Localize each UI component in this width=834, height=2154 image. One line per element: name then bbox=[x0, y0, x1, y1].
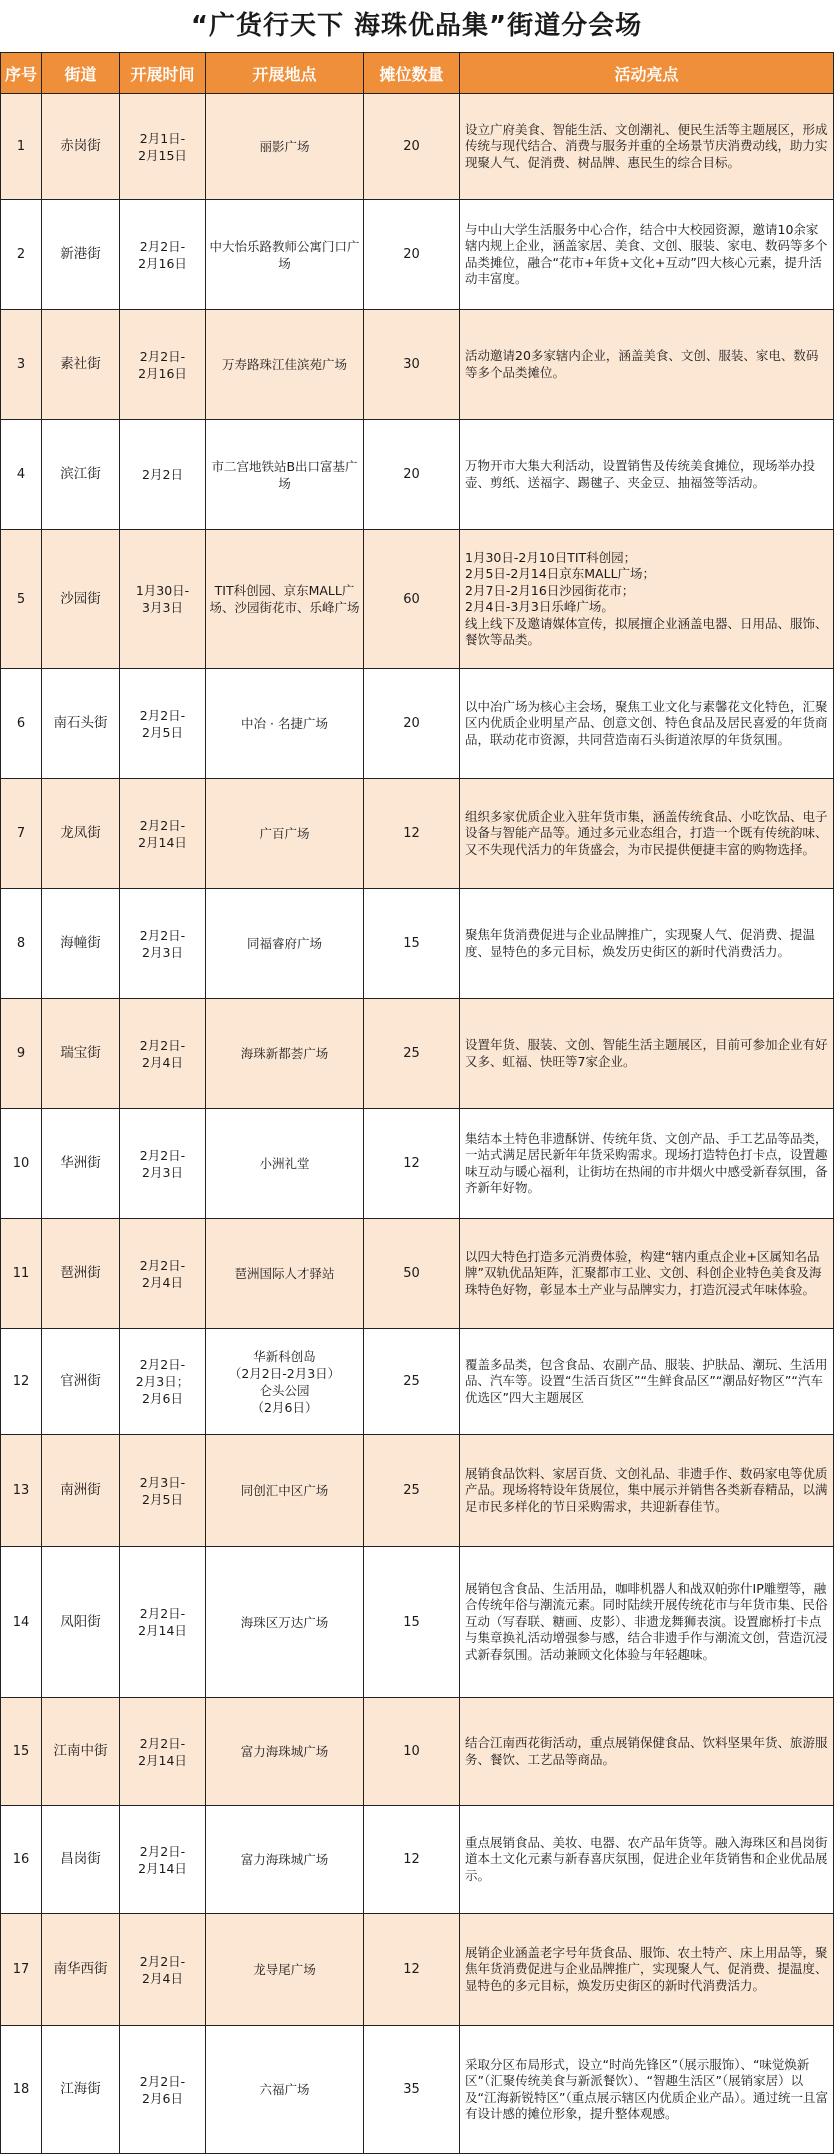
cell-booths bbox=[364, 420, 460, 530]
cell-booths bbox=[364, 1698, 460, 1806]
cell-highlights-text: 采取分区布局形式，设立“时尚先锋区”（展示服饰）、“味觉焕新区”（汇聚传统美食与新派餐饮）、“智趣生活区”（展销家居）以及“江海新锐特区”（重点展示辖区内优质企业产品）。通过统一且富有设计感的摊位形象，提升整体观感。 bbox=[465, 2056, 828, 2121]
cell-booths bbox=[364, 200, 460, 310]
cell-place bbox=[206, 1219, 364, 1329]
cell-time-text: 2月3日- 2月5日 bbox=[139, 1474, 186, 1507]
cell-street bbox=[42, 1109, 120, 1219]
cell-no bbox=[1, 1806, 42, 1914]
cell-booths bbox=[364, 1219, 460, 1329]
cell-no bbox=[1, 1219, 42, 1329]
table-row bbox=[1, 94, 834, 200]
cell-no-text: 6 bbox=[16, 716, 26, 731]
cell-place bbox=[206, 2026, 364, 2154]
cell-place-text: 龙导尾广场 bbox=[253, 1962, 316, 1977]
cell-street-text: 南石头街 bbox=[53, 715, 108, 731]
cell-no-text: 14 bbox=[12, 1614, 30, 1630]
cell-no bbox=[1, 530, 42, 669]
cell-booths-text: 25 bbox=[403, 1374, 420, 1389]
cell-no bbox=[1, 310, 42, 420]
cell-no bbox=[1, 1435, 42, 1547]
cell-no bbox=[1, 1914, 42, 2026]
cell-place bbox=[206, 200, 364, 310]
cell-no-text: 13 bbox=[12, 1483, 30, 1498]
cell-place bbox=[206, 779, 364, 889]
cell-highlights bbox=[460, 1806, 834, 1914]
cell-street-text: 南洲街 bbox=[60, 1482, 101, 1498]
table-body bbox=[1, 94, 834, 2154]
cell-place-text: 琶洲国际人才驿站 bbox=[234, 1266, 335, 1281]
cell-time bbox=[120, 310, 206, 420]
cell-place-text: 市二宫地铁站B出口富基广场 bbox=[211, 458, 358, 491]
cell-place-text: 富力海珠城广场 bbox=[240, 1852, 329, 1867]
cell-highlights bbox=[460, 94, 834, 200]
cell-place-text: 小洲礼堂 bbox=[259, 1156, 310, 1171]
cell-highlights bbox=[460, 200, 834, 310]
table-row bbox=[1, 779, 834, 889]
cell-highlights-text: 以四大特色打造多元消费体验，构建“辖内重点企业+区属知名品牌”双轨优品矩阵，汇聚都市工业、文创、科创企业特色美食及海珠特色好物，彰显本土产业与品牌实力，打造沉浸式年味体验。 bbox=[465, 1248, 822, 1297]
cell-no-text: 15 bbox=[12, 1744, 30, 1759]
page-title: “广货行天下 海珠优品集”街道分会场 bbox=[190, 11, 643, 41]
table-header-row bbox=[1, 53, 834, 94]
cell-booths bbox=[364, 779, 460, 889]
cell-booths bbox=[364, 1329, 460, 1435]
cell-street bbox=[42, 200, 120, 310]
cell-time-text: 2月2日- 2月6日 bbox=[139, 2073, 186, 2106]
cell-street-text: 龙凤街 bbox=[60, 825, 101, 841]
cell-time-text: 1月30日- 3月3日 bbox=[135, 583, 190, 615]
table-row bbox=[1, 420, 834, 530]
cell-time bbox=[120, 530, 206, 669]
cell-no-text: 10 bbox=[12, 1156, 30, 1171]
cell-highlights-text: 结合江南西花街活动，重点展销保健食品、饮料坚果年货、旅游服务、餐饮、工艺品等商品。 bbox=[465, 1735, 828, 1767]
cell-time-text: 2月2日- 2月3日； 2月6日 bbox=[135, 1357, 190, 1406]
cell-place bbox=[206, 1547, 364, 1698]
cell-no bbox=[1, 2026, 42, 2154]
cell-no-text: 5 bbox=[16, 591, 26, 607]
cell-time-text: 2月2日- 2月4日 bbox=[139, 1037, 186, 1070]
cell-booths bbox=[364, 94, 460, 200]
cell-time-text: 2月2日- 2月14日 bbox=[138, 1735, 187, 1768]
cell-highlights-text: 覆盖多品类，包含食品、农副产品、服装、护肤品、潮玩、生活用品、汽车等。设置“生活百货区”“生鲜食品区”“潮品好物区”“汽车优选区”四大主题展区 bbox=[465, 1356, 828, 1405]
cell-booths-text: 15 bbox=[403, 936, 420, 951]
cell-time-text: 2月2日- 2月3日 bbox=[139, 927, 186, 960]
table-row bbox=[1, 1219, 834, 1329]
cell-street bbox=[42, 1329, 120, 1435]
cell-no-text: 12 bbox=[12, 1374, 30, 1389]
header-highlights: 活动亮点 bbox=[460, 53, 834, 94]
cell-time bbox=[120, 200, 206, 310]
cell-place bbox=[206, 999, 364, 1109]
cell-booths bbox=[364, 1435, 460, 1547]
cell-highlights bbox=[460, 1329, 834, 1435]
cell-place bbox=[206, 420, 364, 530]
cell-booths-text: 50 bbox=[403, 1266, 420, 1281]
cell-no-text: 3 bbox=[16, 357, 26, 372]
cell-booths-text: 35 bbox=[403, 2082, 420, 2097]
cell-highlights bbox=[460, 999, 834, 1109]
cell-highlights-text: 组织多家优质企业入驻年货市集，涵盖传统食品、小吃饮品、电子设备与智能产品等。通过多元业态组合，打造一个既有传统韵味、又不失现代活力的年货盛会，为市民提供便捷丰富的购物选择。 bbox=[465, 808, 828, 857]
cell-booths-text: 20 bbox=[403, 139, 420, 154]
cell-highlights-text: 活动邀请20多家辖内企业，涵盖美食、文创、服装、家电、数码等多个品类摊位。 bbox=[465, 348, 819, 380]
cell-booths-text: 20 bbox=[403, 467, 420, 482]
cell-place-text: 中冶 · 名捷广场 bbox=[241, 716, 328, 731]
cell-booths-text: 12 bbox=[403, 1852, 420, 1867]
cell-booths-text: 10 bbox=[403, 1744, 420, 1759]
cell-no-text: 16 bbox=[12, 1852, 30, 1867]
cell-place-text: 六福广场 bbox=[259, 2082, 310, 2097]
table-row bbox=[1, 1547, 834, 1698]
cell-street bbox=[42, 1435, 120, 1547]
header-time: 开展时间 bbox=[120, 53, 206, 94]
cell-street-text: 新港街 bbox=[60, 246, 101, 262]
cell-no bbox=[1, 1698, 42, 1806]
cell-time bbox=[120, 1435, 206, 1547]
cell-highlights-text: 展销企业涵盖老字号年货食品、服饰、农土特产、床上用品等，聚焦年货消费促进与企业品牌推广，实现聚人气、促消费、提温度、显特色的多元目标，焕发历史街区的新时代消费活力。 bbox=[465, 1944, 828, 1993]
cell-booths-text: 12 bbox=[403, 1156, 420, 1171]
cell-highlights-text: 设置年货、服装、文创、智能生活主题展区，目前可参加企业有好又多、虹福、快旺等7家企业。 bbox=[465, 1037, 828, 1069]
cell-no-text: 1 bbox=[16, 139, 26, 154]
cell-booths-text: 30 bbox=[403, 357, 420, 372]
cell-time-text: 2月2日- 2月16日 bbox=[138, 238, 187, 271]
table-row bbox=[1, 310, 834, 420]
cell-highlights bbox=[460, 1109, 834, 1219]
cell-place-text: TIT科创园、京东MALL广场、沙园街花市、乐峰广场 bbox=[209, 583, 360, 615]
table-row bbox=[1, 1914, 834, 2026]
cell-street-text: 海幢街 bbox=[60, 935, 101, 951]
cell-place bbox=[206, 1329, 364, 1435]
cell-street bbox=[42, 889, 120, 999]
cell-street-text: 华洲街 bbox=[60, 1155, 101, 1171]
cell-time-text: 2月2日- 2月14日 bbox=[138, 1843, 187, 1876]
cell-street bbox=[42, 1219, 120, 1329]
cell-highlights bbox=[460, 1219, 834, 1329]
cell-street bbox=[42, 94, 120, 200]
cell-no bbox=[1, 200, 42, 310]
table-row bbox=[1, 1435, 834, 1547]
cell-booths bbox=[364, 1914, 460, 2026]
cell-time bbox=[120, 2026, 206, 2154]
cell-place-text: 海珠区万达广场 bbox=[240, 1614, 329, 1630]
cell-place bbox=[206, 1914, 364, 2026]
cell-time-text: 2月1日- 2月15日 bbox=[138, 130, 187, 163]
cell-street-text: 素社街 bbox=[60, 356, 101, 372]
cell-place-text: 万寿路珠江佳滨苑广场 bbox=[221, 357, 347, 372]
cell-booths bbox=[364, 310, 460, 420]
cell-time bbox=[120, 889, 206, 999]
cell-highlights-text: 设立广府美食、智能生活、文创潮礼、便民生活等主题展区，形成传统与现代结合、消费与服务并重的全场景节庆消费动线，助力实现聚人气、促消费、树品牌、惠民生的综合目标。 bbox=[465, 121, 828, 170]
table-row bbox=[1, 2026, 834, 2154]
table-row bbox=[1, 1806, 834, 1914]
cell-highlights-text: 以中冶广场为核心主会场，聚焦工业文化与素馨花文化特色，汇聚区内优质企业明星产品、创意文创、特色食品及居民喜爱的年货商品，联动花市资源，共同营造南石头街道浓厚的年货氛围。 bbox=[465, 698, 828, 747]
table-row bbox=[1, 1329, 834, 1435]
cell-highlights-text: 聚焦年货消费促进与企业品牌推广，实现聚人气、促消费、提温度、显特色的多元目标，焕发历史街区的新时代消费活力。 bbox=[465, 927, 816, 959]
cell-place-text: 富力海珠城广场 bbox=[240, 1744, 329, 1759]
cell-no-text: 11 bbox=[12, 1266, 30, 1281]
cell-highlights-text: 与中山大学生活服务中心合作，结合中大校园资源，邀请10余家辖内规上企业，涵盖家居、美食、文创、服装、家电、数码等多个品类摊位，融合“花市+年货+文化+互动”四大核心元素，提升活动丰富度。 bbox=[465, 221, 828, 286]
cell-no-text: 2 bbox=[16, 247, 26, 262]
cell-highlights bbox=[460, 1914, 834, 2026]
cell-no bbox=[1, 999, 42, 1109]
cell-time bbox=[120, 1329, 206, 1435]
cell-street bbox=[42, 1914, 120, 2026]
cell-no bbox=[1, 1109, 42, 1219]
cell-place-text: 华新科创岛 （2月2日-2月3日） 仑头公园 （2月6日） bbox=[228, 1348, 341, 1415]
cell-place-text: 海珠新都荟广场 bbox=[240, 1046, 329, 1061]
cell-no bbox=[1, 889, 42, 999]
cell-place bbox=[206, 1806, 364, 1914]
cell-booths-text: 25 bbox=[403, 1046, 420, 1061]
cell-booths bbox=[364, 1806, 460, 1914]
cell-booths-text: 12 bbox=[403, 826, 420, 841]
cell-time bbox=[120, 1547, 206, 1698]
cell-place bbox=[206, 1435, 364, 1547]
table-row bbox=[1, 1698, 834, 1806]
cell-time-text: 2月2日- 2月4日 bbox=[139, 1953, 186, 1986]
cell-highlights bbox=[460, 530, 834, 669]
cell-street-text: 滨江街 bbox=[60, 466, 101, 482]
header-no: 序号 bbox=[1, 53, 42, 94]
cell-highlights bbox=[460, 779, 834, 889]
cell-place-text: 同福睿府广场 bbox=[246, 936, 322, 951]
cell-no bbox=[1, 420, 42, 530]
cell-time bbox=[120, 999, 206, 1109]
cell-highlights-text: 万物开市大集大利活动，设置销售及传统美食摊位，现场举办投壶、剪纸、送福字、踢毽子、夹金豆、抽福签等活动。 bbox=[465, 458, 816, 490]
cell-place-text: 中大怡乐路教师公寓门口广场 bbox=[209, 238, 360, 271]
cell-street-text: 江海街 bbox=[60, 2081, 101, 2097]
cell-booths bbox=[364, 999, 460, 1109]
table-row bbox=[1, 1109, 834, 1219]
cell-highlights bbox=[460, 889, 834, 999]
cell-street-text: 南华西街 bbox=[53, 1961, 108, 1977]
cell-street-text: 江南中街 bbox=[53, 1743, 108, 1759]
cell-no-text: 8 bbox=[16, 936, 26, 951]
cell-time bbox=[120, 669, 206, 779]
table-row bbox=[1, 530, 834, 669]
header-place: 开展地点 bbox=[206, 53, 364, 94]
cell-no bbox=[1, 94, 42, 200]
cell-no-text: 9 bbox=[16, 1046, 26, 1061]
cell-time bbox=[120, 779, 206, 889]
cell-place bbox=[206, 669, 364, 779]
cell-booths-text: 15 bbox=[403, 1614, 420, 1630]
cell-booths-text: 25 bbox=[403, 1483, 420, 1498]
cell-street bbox=[42, 530, 120, 669]
cell-no bbox=[1, 1547, 42, 1698]
cell-time-text: 2月2日 bbox=[142, 467, 183, 482]
cell-highlights bbox=[460, 310, 834, 420]
cell-booths-text: 20 bbox=[403, 247, 420, 262]
cell-place bbox=[206, 1698, 364, 1806]
cell-highlights bbox=[460, 420, 834, 530]
cell-street-text: 凤阳街 bbox=[60, 1613, 101, 1630]
header-booths: 摊位数量 bbox=[364, 53, 460, 94]
table-row bbox=[1, 889, 834, 999]
cell-highlights-text: 1月30日-2月10日TIT科创园； 2月5日-2月14日京东MALL广场； 2月7日-2月16日沙园街花市； 2月4日-3月3日乐峰广场。 线上线下及邀请媒体宣传，拟展擅企业涵盖电器、日用品、服饰、餐饮等品类。 bbox=[465, 549, 828, 647]
schedule-table bbox=[0, 52, 834, 2154]
cell-time-text: 2月2日- 2月14日 bbox=[138, 1606, 187, 1638]
cell-highlights bbox=[460, 1698, 834, 1806]
cell-booths bbox=[364, 889, 460, 999]
cell-time-text: 2月2日- 2月5日 bbox=[139, 707, 186, 740]
cell-no bbox=[1, 669, 42, 779]
cell-street bbox=[42, 1547, 120, 1698]
cell-no-text: 7 bbox=[16, 826, 26, 841]
cell-street bbox=[42, 779, 120, 889]
cell-time-text: 2月2日- 2月16日 bbox=[138, 348, 187, 381]
cell-street-text: 官洲街 bbox=[60, 1373, 101, 1389]
cell-place-text: 广百广场 bbox=[259, 826, 310, 841]
cell-highlights bbox=[460, 669, 834, 779]
cell-street-text: 沙园街 bbox=[60, 590, 101, 607]
cell-street bbox=[42, 420, 120, 530]
cell-street-text: 琶洲街 bbox=[60, 1265, 101, 1281]
cell-street bbox=[42, 1806, 120, 1914]
cell-time bbox=[120, 1698, 206, 1806]
cell-street bbox=[42, 669, 120, 779]
cell-time bbox=[120, 1109, 206, 1219]
cell-booths bbox=[364, 1109, 460, 1219]
cell-time-text: 2月2日- 2月3日 bbox=[139, 1147, 186, 1180]
cell-time bbox=[120, 1219, 206, 1329]
cell-booths bbox=[364, 669, 460, 779]
cell-highlights bbox=[460, 1435, 834, 1547]
cell-street-text: 昌岗街 bbox=[60, 1851, 101, 1867]
cell-place bbox=[206, 310, 364, 420]
cell-time-text: 2月2日- 2月4日 bbox=[139, 1257, 186, 1290]
cell-highlights bbox=[460, 2026, 834, 2154]
cell-booths-text: 60 bbox=[403, 591, 420, 607]
cell-no-text: 18 bbox=[12, 2082, 30, 2097]
cell-no-text: 4 bbox=[16, 467, 26, 482]
cell-booths bbox=[364, 1547, 460, 1698]
cell-street-text: 赤岗街 bbox=[60, 138, 101, 154]
table-row bbox=[1, 999, 834, 1109]
cell-no bbox=[1, 779, 42, 889]
cell-street bbox=[42, 1698, 120, 1806]
cell-place-text: 同创汇中区广场 bbox=[240, 1483, 329, 1498]
table-row bbox=[1, 200, 834, 310]
cell-time bbox=[120, 94, 206, 200]
cell-time bbox=[120, 1806, 206, 1914]
header-street: 街道 bbox=[42, 53, 120, 94]
cell-street-text: 瑞宝街 bbox=[60, 1045, 101, 1061]
cell-booths bbox=[364, 530, 460, 669]
cell-no-text: 17 bbox=[12, 1962, 30, 1977]
cell-time bbox=[120, 1914, 206, 2026]
cell-highlights bbox=[460, 1547, 834, 1698]
cell-place bbox=[206, 94, 364, 200]
cell-booths-text: 12 bbox=[403, 1962, 420, 1977]
cell-time-text: 2月2日- 2月14日 bbox=[138, 817, 187, 850]
cell-highlights-text: 集结本土特色非遗酥饼、传统年货、文创产品、手工艺品等品类，一站式满足居民新年年货采购需求。现场打造特色打卡点，设置趣味互动与暖心福利，让街坊在热闹的市井烟火中感受新春氛围，备齐新年好物。 bbox=[465, 1130, 828, 1195]
cell-time bbox=[120, 420, 206, 530]
cell-place bbox=[206, 530, 364, 669]
cell-place-text: 丽影广场 bbox=[259, 139, 310, 154]
cell-street bbox=[42, 999, 120, 1109]
cell-place bbox=[206, 1109, 364, 1219]
cell-booths-text: 20 bbox=[403, 716, 420, 731]
cell-highlights-text: 展销食品饮料、家居百货、文创礼品、非遗手作、数码家电等优质产品。现场将特设年货展位，集中展示并销售各类新春精品，以满足市民多样化的节日采购需求，共迎新春佳节。 bbox=[465, 1465, 828, 1514]
table-row bbox=[1, 669, 834, 779]
cell-no bbox=[1, 1329, 42, 1435]
cell-booths bbox=[364, 2026, 460, 2154]
cell-street bbox=[42, 310, 120, 420]
cell-highlights-text: 重点展销食品、美妆、电器、农产品年货等。融入海珠区和昌岗街道本土文化元素与新春喜庆氛围，促进企业年货销售和企业优品展示。 bbox=[465, 1834, 828, 1883]
cell-street bbox=[42, 2026, 120, 2154]
cell-place bbox=[206, 889, 364, 999]
cell-highlights-text: 展销包含食品、生活用品，咖啡机器人和战双帕弥什IP雕塑等，融合传统年俗与潮流元素。同时陆续开展传统花市与年货市集、民俗互动（写春联、糖画、皮影）、非遗龙舞狮表演。设置廊桥打卡点与集章换礼活动增强参与感，结合非遗手作与潮流文创，营造沉浸式新春氛围。活动兼顾文化体验与年轻趣味。 bbox=[465, 1580, 828, 1662]
